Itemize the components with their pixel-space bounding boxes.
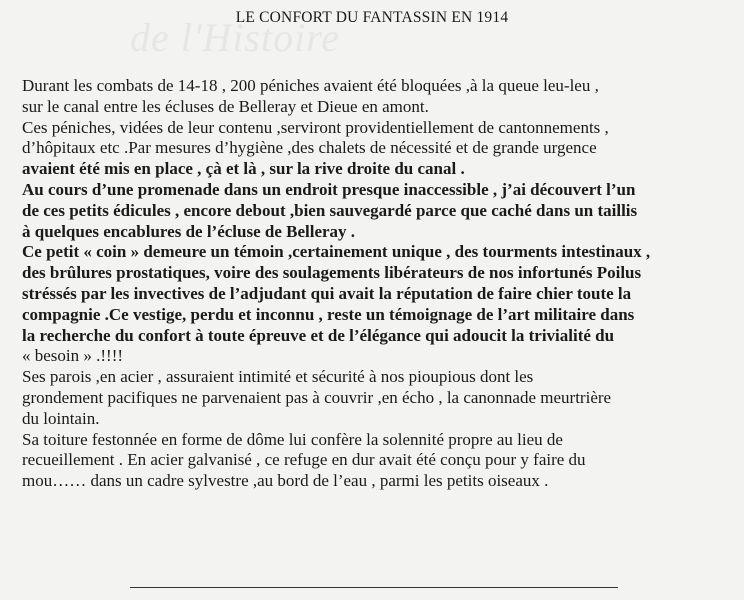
body-line: de ces petits édicules , encore debout ,bien sauvegardé parce que caché dans un taillis [22,200,638,220]
body-line: à quelques encablures de l’écluse de Belleray . [22,221,356,241]
body-line: compagnie .Ce vestige, perdu et inconnu , reste un témoignage de l’art militaire dans [22,304,635,324]
body-line: la recherche du confort à toute épreuve et de l’élégance qui adoucit la trivialité du [22,325,615,345]
document-title: LE CONFORT DU FANTASSIN EN 1914 [235,9,509,26]
body-line: d’hôpitaux etc .Par mesures d’hygiène ,des chalets de nécessité et de grande urgence [22,138,597,158]
watermark-text: de l'Histoire [130,15,341,60]
body-line: recueillement . En acier galvanisé , ce refuge en dur avait été conçu pour y faire du [22,450,586,470]
body-line: Au cours d’une promenade dans un endroit presque inaccessible , j’ai découvert l’un [22,179,636,199]
body-line: sur le canal entre les écluses de Belleray et Dieue en amont. [22,96,429,116]
body-line: avaient été mis en place , çà et là , sur la rive droite du canal . [22,159,465,179]
body-line: stréssés par les invectives de l’adjudant qui avait la réputation de faire chier toute la [22,283,632,303]
body-line: Ces péniches, vidées de leur contenu ,serviront providentiellement de cantonnements , [22,117,609,137]
body-line: Durant les combats de 14-18 , 200 péniches avaient été bloquées ,à la queue leu-leu , [22,76,599,95]
footer-divider [130,587,618,588]
body-line: Ce petit « coin » demeure un témoin ,certainement unique , des tourments intestinaux , [22,242,651,262]
body-line: du lointain. [22,408,100,428]
body-line: des brûlures prostatiques, voire des soulagements libérateurs de nos infortunés Poilus [22,263,642,283]
body-line: Ses parois ,en acier , assuraient intimité et sécurité à nos pioupious dont les [22,367,534,387]
document-body [22,76,738,492]
body-line: Sa toiture festonnée en forme de dôme lui confère la solennité propre au lieu de [22,429,563,449]
body-line: « besoin » .!!!! [22,346,124,366]
body-line: grondement pacifiques ne parvenaient pas à couvrir ,en écho , la canonnade meurtrière [22,387,612,407]
body-line: mou…… dans un cadre sylvestre ,au bord de l’eau , parmi les petits oiseaux . [22,471,549,491]
